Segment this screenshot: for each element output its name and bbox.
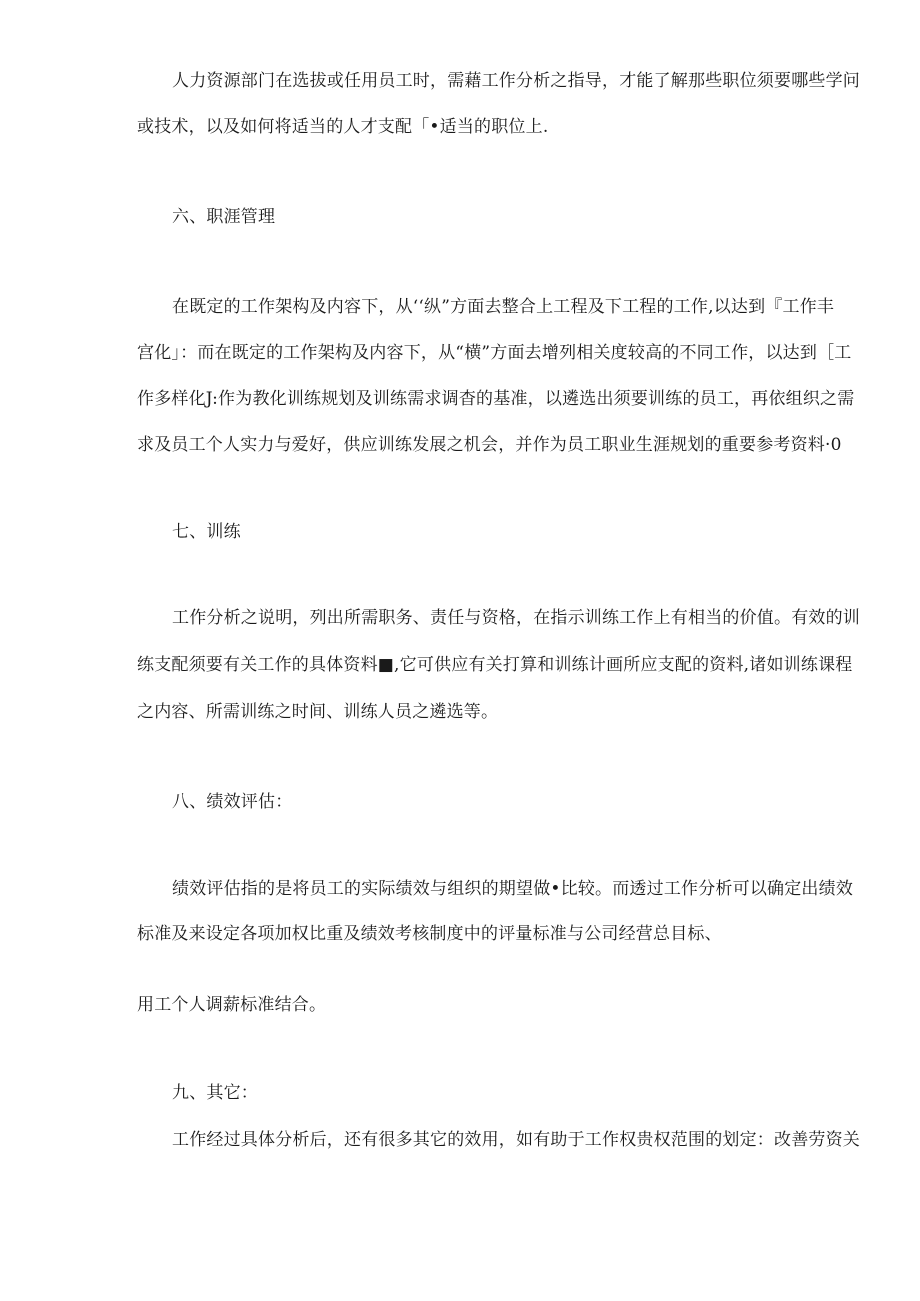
paragraph-training-line-3: 之内容、所需训练之时间、训练人员之遴选等。 [137,702,499,722]
section-heading-other: 九、其它： [172,1083,258,1103]
paragraph-career-line-2: 宫化」：而在既定的工作架构及内容下，从“横”方面去增列相关度较高的不同工作，以达到［工 [137,343,852,363]
paragraph-selection-line-2: 或技术，以及如何将适当的人才支配「•适当的职位上. [137,117,549,137]
paragraph-performance-line-3: 用工个人调薪标准结合。 [137,995,327,1015]
section-heading-performance: 八、绩效评估： [172,792,293,812]
paragraph-performance-line-1: 绩效评估指的是将员工的实际绩效与组织的期望做•比较。而透过工作分析可以确定出绩效 [172,879,854,899]
paragraph-career-line-1: 在既定的工作架构及内容下，从‘‘纵”方面去整合上工程及下工程的工作,以达到『工作丰 [172,297,835,317]
paragraph-training-line-1: 工作分析之说明，列出所需职务、责任与资格，在指示训练工作上有相当的价值。有效的训 [172,608,860,628]
paragraph-career-line-4: 求及员工个人实力与爱好，供应训练发展之机会，并作为员工职业生涯规划的重要参考资料·0 [137,435,842,455]
paragraph-performance-line-2: 标准及来设定各项加权比重及绩效考核制度中的评量标准与公司经营总目标、 [137,924,722,944]
paragraph-other-line-1: 工作经过具体分析后，还有很多其它的效用，如有助于工作权贵权范围的划定：改善劳资关 [172,1130,860,1150]
paragraph-career-line-3: 作多样化J:作为教化训练规划及训练需求调杳的基准，以遴选出须要训练的员工，再依组织之需 [137,389,855,409]
section-heading-training: 七、训练 [172,522,241,542]
paragraph-selection-line-1: 人力资源部门在选拔或任用员工时，需藉工作分析之指导，才能了解那些职位须要哪些学问 [172,71,860,91]
paragraph-training-line-2: 练支配须要有关工作的具体资料■,它可供应有关打算和训练计画所应支配的资料,诸如训练课程 [137,655,853,675]
section-heading-career: 六、职涯管理 [172,207,276,227]
